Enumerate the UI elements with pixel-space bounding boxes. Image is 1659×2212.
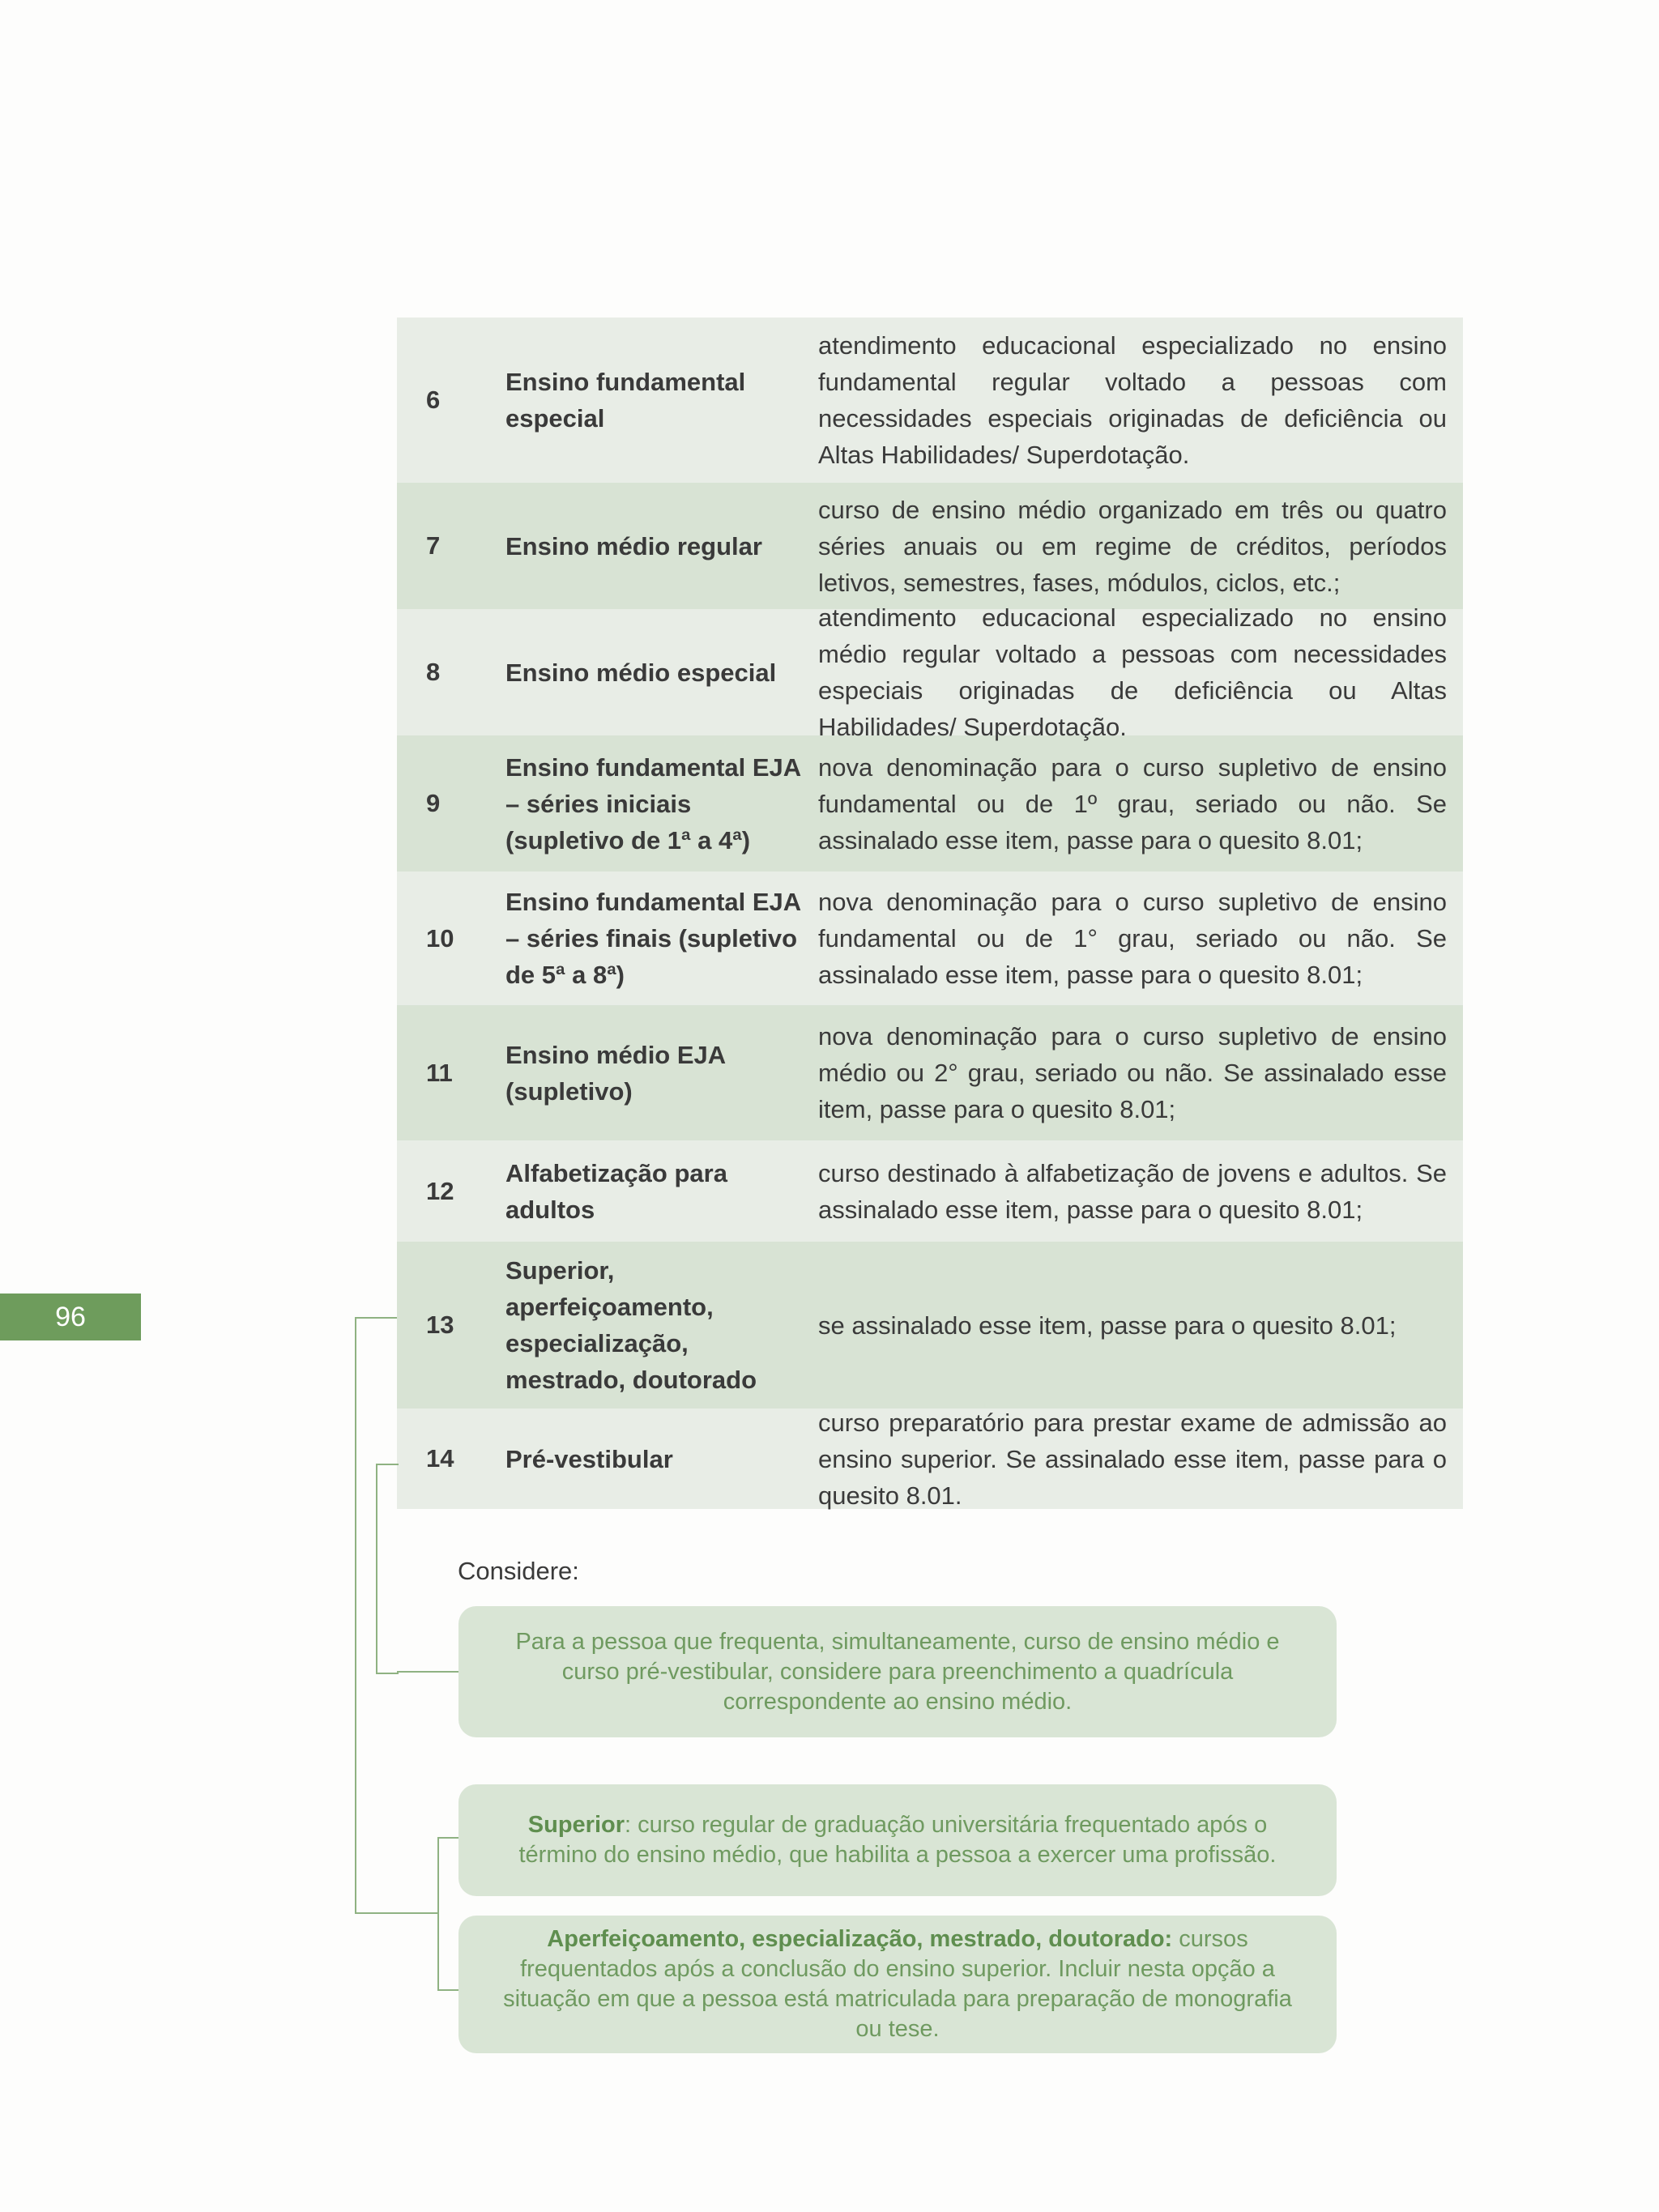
row-number: 7 — [426, 531, 441, 560]
table-row — [397, 483, 1463, 609]
row-description: se assinalado esse item, passe para o quesito 8.01; — [818, 1311, 1397, 1340]
note-text: Para a pessoa que frequenta, simultaneamente, curso de ensino médio e curso pré-vestibular, considere para preenchimento a quadrícula correspondente ao ensino médio. — [515, 1628, 1280, 1715]
row-description: nova denominação para o curso supletivo de ensino fundamental ou de 1° grau, seriado ou não. Se assinalado esse item, passe para o quesito 8.01; — [818, 888, 1447, 989]
connector-line-14-box — [397, 1671, 458, 1673]
row-course-name: Alfabetização para adultos — [505, 1158, 727, 1224]
page-number-tab — [0, 1294, 141, 1340]
row-number: 11 — [426, 1058, 453, 1087]
row-course-name: Ensino médio EJA (supletivo) — [505, 1040, 726, 1106]
row-description: curso preparatório para prestar exame de admissão ao ensino superior. Se assinalado esse item, passe para o quesito 8.01. — [818, 1408, 1447, 1510]
note-definition: : curso regular de graduação universitária frequentado após o término do ensino médio, que habilita a pessoa a exercer uma profissão. — [518, 1812, 1277, 1868]
row-description: curso de ensino médio organizado em três ou quatro séries anuais ou em regime de créditos, períodos letivos, semestres, fases, módulos, ciclos, etc.; — [818, 495, 1447, 597]
table-row — [397, 603, 1463, 741]
row-number: 12 — [426, 1176, 454, 1205]
table-row — [397, 1409, 1463, 1509]
row-description: atendimento educacional especializado no ensino fundamental regular voltado a pessoas com necessidades especiais originadas de deficiência ou Altas Habilidades/ Superdotação. — [818, 331, 1447, 469]
row-course-name: Ensino médio regular — [505, 531, 762, 560]
row-course-name: Pré-vestibular — [505, 1444, 673, 1473]
table-row — [397, 318, 1463, 483]
note-definition: cursos frequentados após a conclusão do ensino superior. Incluir nesta opção a situação em que a pessoa está matriculada para preparação de monografia ou tese. — [503, 1926, 1292, 2042]
row-course-name: Ensino médio especial — [505, 658, 777, 687]
note-box-superior — [458, 1784, 1337, 1896]
row-number: 8 — [426, 658, 441, 686]
row-course-name: Ensino fundamental EJA – séries iniciais (supletivo de 1ª a 4ª) — [505, 752, 801, 855]
connector-line-14 — [376, 1464, 399, 1674]
row-course-name: Ensino fundamental especial — [505, 368, 746, 433]
row-number: 10 — [426, 923, 454, 953]
row-number: 14 — [426, 1444, 454, 1473]
row-course-name: Ensino fundamental EJA – séries finais (supletivo de 5ª a 8ª) — [505, 888, 801, 989]
table-row — [397, 1140, 1463, 1242]
connector-line-13-bottom — [355, 1912, 437, 1914]
row-description: atendimento educacional especializado no ensino médio regular voltado a pessoas com necessidades especiais originadas de deficiência ou Altas Habilidades/ Superdotação. — [818, 603, 1447, 741]
row-course-name: Superior, aperfeiçoamento, especialização, mestrado, doutorado — [505, 1256, 757, 1394]
note-term: Aperfeiçoamento, especialização, mestrado, doutorado: — [547, 1926, 1173, 1952]
row-description: curso destinado à alfabetização de jovens e adultos. Se assinalado esse item, passe para o quesito 8.01; — [818, 1158, 1447, 1224]
note-text — [491, 1810, 1304, 1870]
table-row — [397, 1005, 1463, 1140]
note-term: Superior — [527, 1812, 625, 1838]
note-text — [491, 1924, 1304, 2044]
row-description: nova denominação para o curso supletivo de ensino fundamental ou de 1º grau, seriado ou não. Se assinalado esse item, passe para o quesito 8.01; — [818, 752, 1447, 855]
row-number: 6 — [426, 386, 441, 414]
row-number: 13 — [426, 1311, 454, 1339]
row-number: 9 — [426, 789, 441, 817]
considere-label: Considere: — [458, 1557, 579, 1585]
table-row — [397, 872, 1463, 1005]
education-table — [397, 318, 1463, 1509]
note-box-pos-graduacao — [458, 1916, 1337, 2053]
connector-bracket — [437, 1837, 460, 1991]
table-row — [397, 735, 1463, 872]
row-description: nova denominação para o curso supletivo de ensino médio ou 2° grau, seriado ou não. Se assinalado esse item, passe para o quesito 8.01; — [818, 1022, 1447, 1123]
note-box-pre-vestibular — [458, 1606, 1337, 1737]
page-number: 96 — [55, 1301, 86, 1332]
table-row — [397, 1242, 1463, 1409]
